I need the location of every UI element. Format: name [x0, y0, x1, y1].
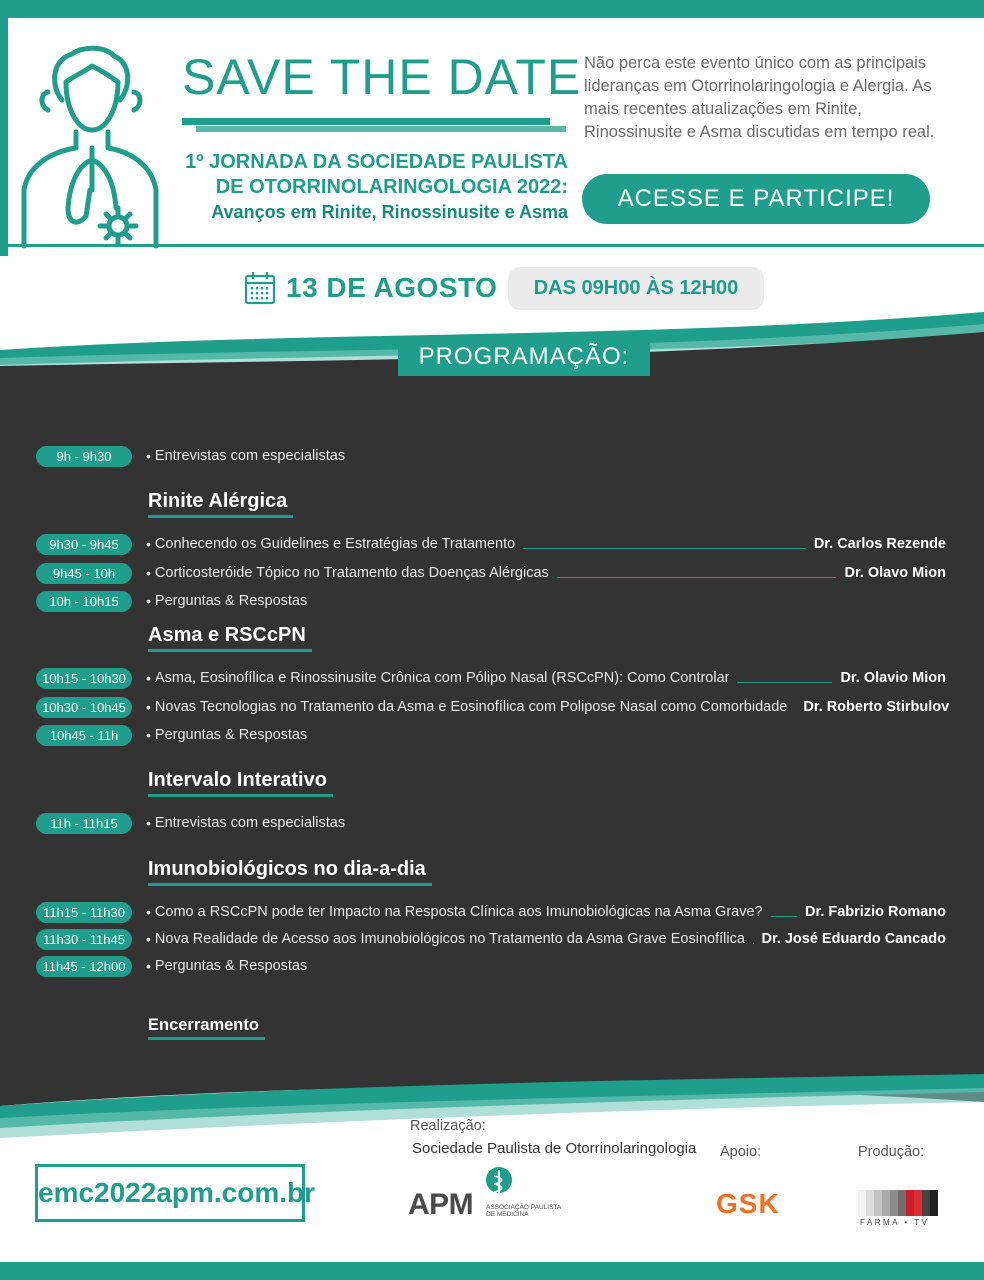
speaker-name: Dr. Fabrizio Romano [805, 904, 946, 920]
time-pill: 9h45 - 10h [36, 563, 132, 584]
caduceus-icon [484, 1166, 514, 1206]
leader-line [523, 548, 806, 549]
time-pill: 10h30 - 10h45 [36, 697, 132, 718]
apm-logo [408, 1166, 568, 1226]
speaker-name: Dr. Olavio Mion [840, 670, 946, 686]
section-title-imunobiologicos [148, 858, 426, 881]
intro-text: Não perca este evento único com as principais lideranças em Otorrinolaringologia e Alergia. As mais recentes atualizações em Rinite, Rinossinusite e Asma discutidas em tempo real. [584, 54, 935, 141]
website-link[interactable]: emc2022apm.com.br [35, 1164, 305, 1222]
section-title-text: Imunobiológicos no dia-a-dia [148, 858, 426, 880]
talk-title: Entrevistas com especialistas [154, 815, 346, 831]
schedule-row [36, 900, 946, 924]
section-underline [148, 649, 312, 652]
bullet: • [146, 593, 151, 609]
section-title-intervalo [148, 769, 327, 792]
leader-line [737, 682, 832, 683]
person-lungs-icon [10, 40, 170, 250]
section-title-text: Intervalo Interativo [148, 769, 327, 791]
program-label: PROGRAMAÇÃO: [398, 338, 650, 376]
apm-name: APM [408, 1188, 474, 1221]
farma-tv-text: FARMA • TV [860, 1218, 930, 1227]
leader-line [771, 916, 797, 917]
title-rule [182, 118, 550, 125]
apm-subtitle: ASSOCIAÇÃO PAULISTA DE MEDICINA [486, 1204, 561, 1218]
talk-title: Perguntas & Respostas [154, 593, 308, 609]
access-participate-button[interactable]: ACESSE E PARTICIPE! [582, 174, 930, 224]
time-pill: 10h45 - 11h [36, 725, 132, 746]
calendar-icon [244, 271, 276, 305]
bullet: • [146, 904, 151, 920]
time-pill: 10h - 10h15 [36, 591, 132, 612]
section-title-asma [148, 624, 306, 647]
time-pill: 9h30 - 9h45 [36, 534, 132, 555]
realizacao-org: Sociedade Paulista de Otorrinolaringologia [412, 1140, 697, 1157]
section-underline [148, 883, 432, 886]
schedule-row [36, 927, 946, 951]
apoio-label: Apoio: [720, 1144, 762, 1160]
save-the-date-title: SAVE THE DATE [182, 49, 582, 105]
bottom-accent-bar [0, 1262, 984, 1280]
speaker-name: Dr. Roberto Stirbulov [803, 699, 950, 715]
talk-title: Corticosteróide Tópico no Tratamento das Doenças Alérgicas [154, 565, 549, 581]
producao-label: Produção: [858, 1144, 925, 1160]
bullet: • [146, 727, 151, 743]
schedule-row [36, 666, 946, 690]
talk-title: Novas Tecnologias no Tratamento da Asma e Eosinofílica com Polipose Nasal como Comorbidade [154, 699, 788, 715]
bullet: • [146, 448, 151, 464]
schedule-row [36, 444, 946, 468]
schedule-row [36, 954, 946, 978]
section-title-text: Asma e RSCcPN [148, 624, 306, 646]
time-pill: 11h - 11h15 [36, 813, 132, 834]
event-time-badge [508, 267, 764, 310]
event-title-line-1: 1º JORNADA DA SOCIEDADE PAULISTA [185, 151, 568, 173]
leader-line [753, 943, 754, 944]
time-prefix: DAS [533, 277, 582, 299]
talk-title: Nova Realidade de Acesso aos Imunobiológicos no Tratamento da Asma Grave Eosinofílica [154, 931, 745, 947]
section-title-text: Rinite Alérgica [148, 490, 288, 512]
bullet: • [146, 958, 151, 974]
talk-title: Asma, Eosinofílica e Rinossinusite Crônica com Pólipo Nasal (RSCcPN): Como Controlar [154, 670, 730, 686]
bullet: • [146, 670, 151, 686]
gsk-logo: GSK [716, 1188, 780, 1219]
talk-title: Perguntas & Respostas [154, 727, 308, 743]
time-pill: 11h45 - 12h00 [36, 956, 132, 977]
talk-title: Conhecendo os Guidelines e Estratégias de Tratamento [154, 536, 516, 552]
schedule-row [36, 695, 950, 719]
time-pill: 11h15 - 11h30 [36, 902, 132, 923]
speaker-name: Dr. José Eduardo Cancado [761, 931, 946, 947]
title-rule-shadow [196, 126, 566, 132]
section-title-rinite [148, 490, 287, 513]
event-date-text: 13 DE AGOSTO [286, 272, 498, 303]
time-pill: 10h15 - 10h30 [36, 668, 132, 689]
section-title-text: Encerramento [148, 1016, 259, 1034]
time-pill: 11h30 - 11h45 [36, 929, 132, 950]
event-subtitle: Avanços em Rinite, Rinossinusite e Asma [211, 202, 568, 222]
event-title-line-2: DE OTORRINOLARINGOLOGIA 2022: [215, 176, 568, 198]
time-end: 12H00 [679, 277, 739, 299]
bullet: • [146, 699, 151, 715]
bullet: • [146, 815, 151, 831]
schedule-row [36, 532, 946, 556]
header-frame-left [0, 18, 8, 256]
time-start: 09H00 [581, 277, 641, 299]
talk-title: Como a RSCcPN pode ter Impacto na Resposta Clínica aos Imunobiológicas na Asma Grave? [154, 904, 763, 920]
event-title [150, 150, 568, 224]
leader-line [557, 577, 837, 578]
section-underline [148, 515, 293, 518]
time-mid: ÀS [640, 277, 680, 299]
schedule-row [36, 723, 946, 747]
event-date [244, 268, 497, 308]
farma-tv-stripes-icon [858, 1190, 938, 1216]
section-title-encerramento [148, 1016, 259, 1035]
farma-tv-logo [858, 1190, 938, 1230]
time-pill: 9h - 9h30 [36, 446, 132, 467]
realizacao-label: Realização: [410, 1118, 486, 1134]
speaker-name: Dr. Carlos Rezende [813, 536, 946, 552]
section-underline [148, 794, 333, 797]
bullet: • [146, 565, 151, 581]
bullet: • [146, 931, 151, 947]
schedule-row [36, 561, 946, 585]
section-underline [148, 1037, 265, 1040]
talk-title: Entrevistas com especialistas [154, 448, 346, 464]
schedule-row [36, 811, 946, 835]
top-accent-bar [0, 0, 984, 18]
talk-title: Perguntas & Respostas [154, 958, 308, 974]
schedule-row [36, 589, 946, 613]
speaker-name: Dr. Olavo Mion [844, 565, 946, 581]
bullet: • [146, 536, 151, 552]
